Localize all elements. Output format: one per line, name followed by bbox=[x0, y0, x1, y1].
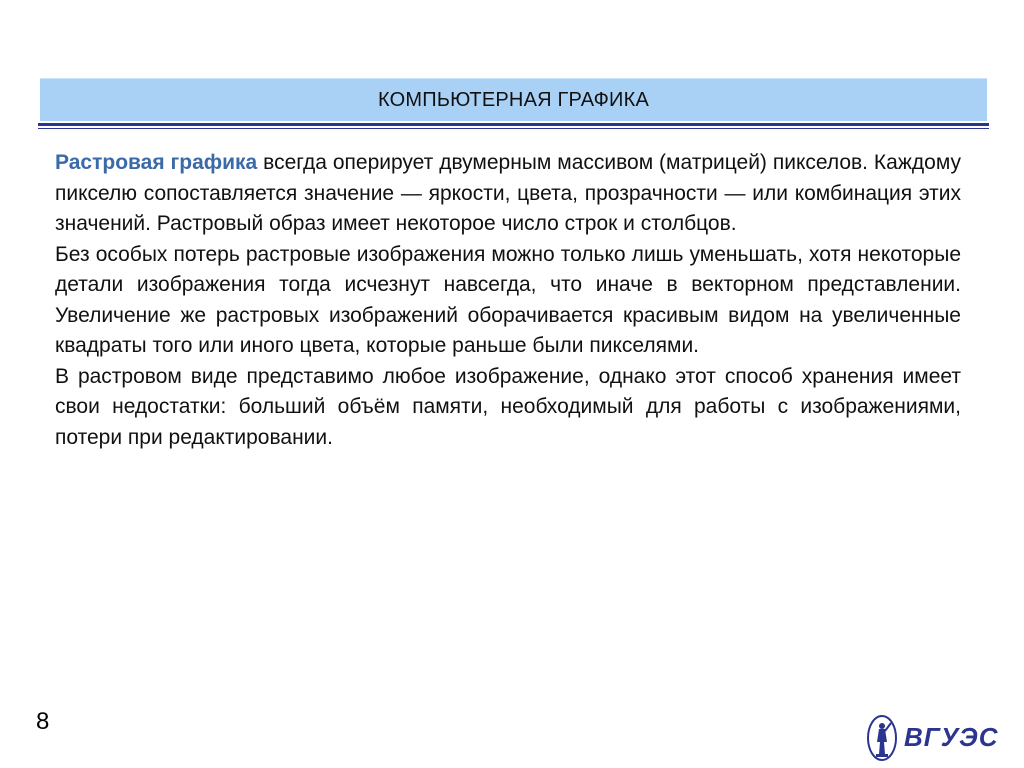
paragraph-2: Без особых потерь растровые изображения можно только лишь уменьшать, хотя некоторые детали изображения тогда исчезнут навсегда, что иначе в векторном представлении. Увеличение же растровых изображений оборачивается красивым видом на увеличенные квадраты того или иного цвета, которые раньше были пикселями. bbox=[55, 242, 961, 357]
slide-title-bar bbox=[40, 78, 987, 121]
slide-content bbox=[55, 148, 961, 453]
paragraph-1 bbox=[55, 148, 961, 240]
logo-text: ВГУЭС bbox=[904, 722, 999, 752]
highlighted-term: Растровая графика bbox=[55, 151, 258, 174]
slide-title: КОМПЬЮТЕРНАЯ ГРАФИКА bbox=[378, 88, 649, 111]
university-logo bbox=[866, 714, 999, 762]
title-divider-thick bbox=[38, 123, 989, 126]
statue-emblem-icon bbox=[866, 714, 898, 762]
page-number: 8 bbox=[36, 708, 50, 735]
title-divider-thin bbox=[38, 128, 989, 129]
paragraph-1-text: всегда оперирует двумерным массивом (матрицей) пикселов. Каждому пикселю сопоставляется значение — яркости, цвета, прозрачности — или комбинация этих значений. Растровый образ имеет некоторое число строк и столбцов. bbox=[55, 151, 961, 235]
paragraph-3: В растровом виде представимо любое изображение, однако этот способ хранения имеет свои недостатки: больший объём памяти, необходимый для работы с изображениями, потери при редактировании. bbox=[55, 364, 961, 449]
